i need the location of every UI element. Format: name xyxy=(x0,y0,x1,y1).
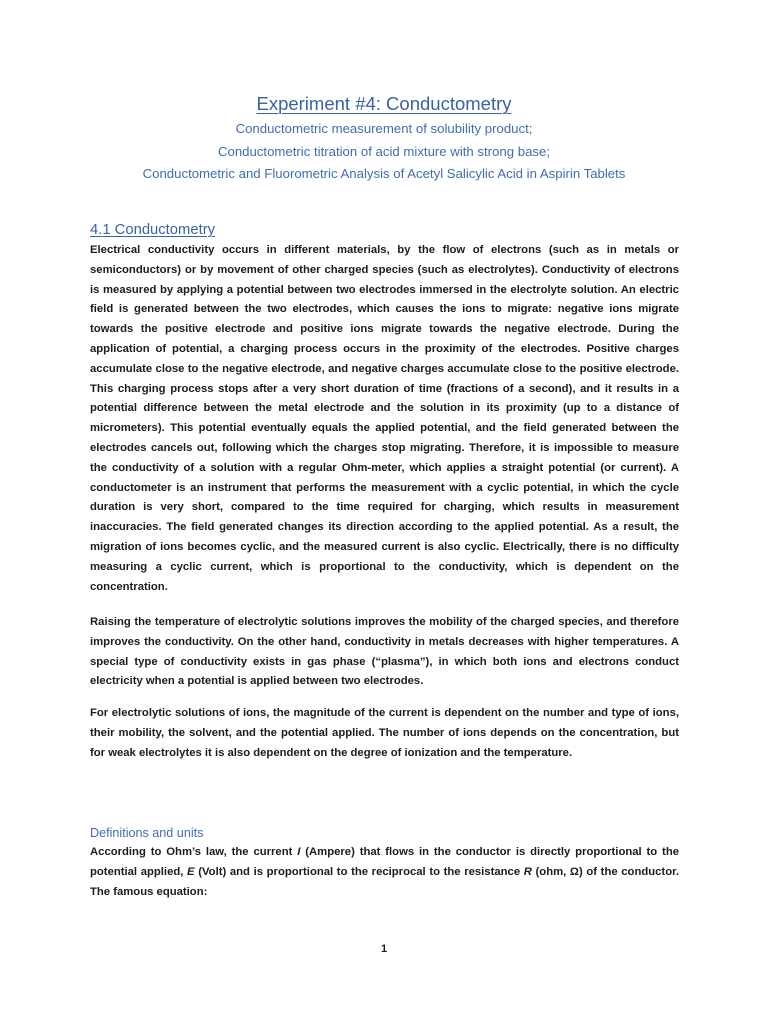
definitions-heading: Definitions and units xyxy=(90,826,204,840)
ohms-law-text-3: (Volt) and is proportional to the reciprocal to the resistance xyxy=(194,865,524,878)
subtitle-solubility-product: Conductometric measurement of solubility product; xyxy=(235,121,533,136)
current-symbol: I xyxy=(297,846,301,858)
potential-symbol: E xyxy=(187,865,195,878)
ohms-law-text-2: (Ampere) that flows in the conductor is directly proportional to the potential applied, xyxy=(90,846,680,878)
ohms-law-text-4: (ohm, Ω) of the conductor. The famous equation: xyxy=(90,865,680,898)
paragraph-temperature-effect: Raising the temperature of electrolytic solutions improves the mobility of the charged species, and therefore improves the conductivity. On the other hand, conductivity in metals decreases with higher temperatures. A special type of conductivity exists in gas phase (“plasma”), in which both ions and electrons conduct electricity when a potential is applied between two electrodes. xyxy=(90,616,679,688)
subtitle-titration: Conductometric titration of acid mixture with strong base; xyxy=(217,144,551,159)
ohms-law-text-1: According to Ohm’s law, the current xyxy=(90,846,298,858)
paragraph-electrolytic-solutions: For electrolytic solutions of ions, the magnitude of the current is dependent on the number and type of ions, their mobility, the solvent, and the potential applied. The number of ions depends on the concentration, but for weak electrolytes it is also dependent on the degree of ionization and the temperature. xyxy=(90,707,679,759)
section-heading-conductometry: 4.1 Conductometry xyxy=(90,222,216,238)
resistance-symbol: R xyxy=(523,865,532,878)
page-number: 1 xyxy=(380,943,388,955)
paragraph-ohms-law xyxy=(90,843,679,902)
document-title: Experiment #4: Conductometry xyxy=(256,93,512,114)
paragraph-electrical-conductivity: Electrical conductivity occurs in different materials, by the flow of electrons (such as in metals or semiconductors) or by movement of other charged species (such as electrolytes). Conductivity of electrons is measured by applying a potential between two electrodes immersed in the electrolyte solution. An electric field is generated between the two electrodes, which causes the ions to migrate: negative ions migrate towards the positive electrode and positive ions migrate towards the negative electrode. During the application of potential, a charging process occurs in the proximity of the electrodes. Positive charges accumulate close to the negative electrode, and negative charges accumulate close to the positive electrode. This charging process stops after a very short duration of time (fractions of a second), and it results in a potential difference between the metal electrode and the solution in its proximity (up to a distance of micrometers). This potential eventually equals the applied potential, and the field generated between the electrodes cancels out, following which the charges stop migrating. Therefore, it is impossible to measure the conductivity of a solution with a regular Ohm-meter, which applies a straight potential (or current). A conductometer is an instrument that performs the measurement with a cyclic potential, in which the cycle duration is very short, compared to the time required for charging, which results in measurement inaccuracies. The field generated changes its direction according to the applied potential. As a result, the migration of ions becomes cyclic, and the measured current is also cyclic. Electrically, there is no difficulty measuring a cyclic current, which is proportional to the conductivity, which is dependent on the concentration. xyxy=(90,244,679,593)
subtitle-aspirin-analysis: Conductometric and Fluorometric Analysis of Acetyl Salicylic Acid in Aspirin Tablets xyxy=(142,166,626,181)
